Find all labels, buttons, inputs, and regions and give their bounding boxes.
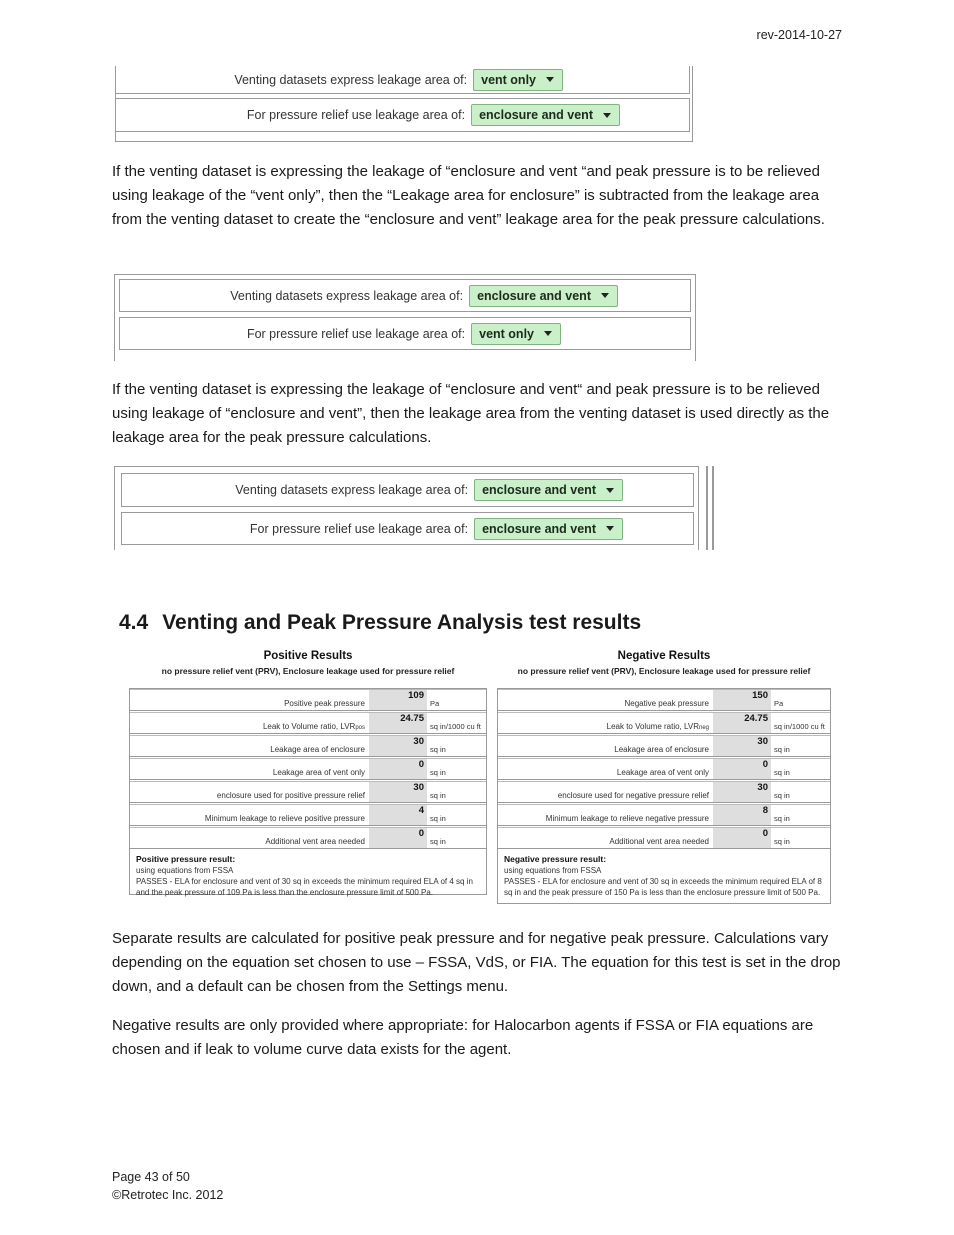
- result-label-text: Additional vent area needed: [265, 837, 365, 846]
- settings-screenshot-3: [114, 466, 718, 550]
- result-label-text: Leakage area of enclosure: [270, 745, 365, 754]
- settings-screenshot-2: [112, 274, 696, 361]
- result-label: [130, 759, 369, 779]
- chevron-down-icon: [606, 526, 614, 531]
- result-value: 8: [713, 805, 771, 825]
- result-row: [130, 712, 486, 734]
- result-value: 0: [713, 759, 771, 779]
- result-unit: sq in: [774, 745, 790, 754]
- result-label: [130, 782, 369, 802]
- result-value: 0: [369, 759, 427, 779]
- dropdown-value: enclosure and vent: [482, 521, 596, 536]
- chevron-down-icon: [606, 488, 614, 493]
- result-value: 30: [713, 782, 771, 802]
- venting-datasets-dropdown[interactable]: [474, 479, 623, 501]
- result-label: [130, 828, 369, 848]
- positive-note-title: Positive pressure result:: [136, 854, 236, 864]
- result-label-text: Leakage area of enclosure: [614, 745, 709, 754]
- copyright: ©Retrotec Inc. 2012: [112, 1188, 224, 1202]
- dropdown-value: vent only: [481, 72, 536, 87]
- result-label-text: Additional vent area needed: [609, 837, 709, 846]
- dropdown-value: enclosure and vent: [477, 288, 591, 303]
- result-label-text: enclosure used for negative pressure relief: [557, 791, 709, 800]
- result-label-subscript: pos: [355, 725, 365, 731]
- result-row: [130, 827, 486, 849]
- result-value: 109: [369, 690, 427, 710]
- result-unit: sq in: [430, 791, 446, 800]
- result-label: [130, 805, 369, 825]
- result-value: 150: [713, 690, 771, 710]
- venting-datasets-label: Venting datasets express leakage area of:: [235, 483, 469, 497]
- result-value: 30: [713, 736, 771, 756]
- pressure-relief-row: [119, 317, 691, 350]
- result-label: [498, 759, 713, 779]
- negative-note-line: PASSES - ELA for enclosure and vent of 30 sq in exceeds the minimum required ELA of 8 sq in and the peak pressure of 150 Pa is less than the enclosure pressure limit of 500 Pa.: [504, 877, 822, 897]
- paragraph-3: Separate results are calculated for positive peak pressure and for negative peak pressure. Calculations vary depending on the equation set chosen to use – FSSA, VdS, or FIA. The equation for this test is set in the drop down, and a default can be chosen from the Settings menu.: [112, 930, 841, 995]
- positive-results-panel: [129, 650, 487, 897]
- result-row: [498, 804, 830, 826]
- pressure-relief-dropdown[interactable]: [471, 323, 561, 345]
- section-number: 4.4: [119, 611, 149, 634]
- paragraph-2: If the venting dataset is expressing the leakage of “enclosure and vent“ and peak pressure is to be relieved using leakage of “enclosure and vent”, then the leakage area from the venting dataset is used directly as the leakage area for the peak pressure calculations.: [112, 381, 830, 446]
- page-number: Page 43 of 50: [112, 1170, 190, 1184]
- negative-results-panel: [497, 650, 831, 897]
- result-value: 30: [369, 736, 427, 756]
- venting-datasets-row: [121, 473, 694, 507]
- result-row: [498, 689, 830, 711]
- venting-datasets-row: [119, 279, 691, 312]
- result-row: [498, 781, 830, 803]
- pressure-relief-row: [121, 512, 694, 545]
- positive-result-note: [130, 850, 486, 904]
- chevron-down-icon: [544, 331, 552, 336]
- venting-datasets-label: Venting datasets express leakage area of:: [230, 288, 464, 303]
- result-row: [130, 804, 486, 826]
- positive-results-subtitle: no pressure relief vent (PRV), Enclosure leakage used for pressure relief: [161, 666, 455, 676]
- result-label-subscript: neg: [698, 725, 709, 731]
- result-row: [130, 735, 486, 757]
- venting-datasets-row: [115, 66, 690, 94]
- result-label: [498, 690, 713, 710]
- result-label-text: Negative peak pressure: [624, 699, 709, 708]
- page-footer: [112, 1168, 223, 1204]
- result-label: [498, 828, 713, 848]
- result-label-text: Leakage area of vent only: [616, 768, 709, 777]
- result-row: [498, 827, 830, 849]
- negative-result-note: [498, 850, 830, 904]
- negative-results-subtitle: no pressure relief vent (PRV), Enclosure leakage used for pressure relief: [517, 666, 811, 676]
- result-label: [498, 713, 713, 733]
- chevron-down-icon: [546, 77, 554, 82]
- result-label: [498, 782, 713, 802]
- result-unit: sq in: [430, 745, 446, 754]
- result-row: [498, 758, 830, 780]
- negative-results-title: Negative Results: [617, 650, 711, 662]
- result-row: [498, 735, 830, 757]
- result-unit: sq in: [774, 791, 790, 800]
- result-unit: sq in: [430, 768, 446, 777]
- result-row: [498, 712, 830, 734]
- dropdown-value: enclosure and vent: [482, 483, 596, 497]
- positive-results-title: Positive Results: [263, 650, 353, 662]
- dropdown-value: enclosure and vent: [479, 108, 593, 122]
- result-unit: sq in/1000 cu ft: [430, 722, 481, 731]
- chevron-down-icon: [601, 293, 609, 298]
- result-row: [130, 781, 486, 803]
- result-row: [130, 689, 486, 711]
- result-label-text: Leakage area of vent only: [272, 768, 365, 777]
- result-unit: Pa: [774, 699, 784, 708]
- result-unit: sq in: [430, 837, 446, 846]
- pressure-relief-label: For pressure relief use leakage area of:: [249, 521, 469, 536]
- result-label-text: Minimum leakage to relieve negative pressure: [545, 814, 709, 823]
- result-unit: sq in: [774, 837, 790, 846]
- result-value: 0: [713, 828, 771, 848]
- result-label: [130, 690, 369, 710]
- pressure-relief-dropdown[interactable]: [471, 104, 620, 126]
- result-label: [130, 736, 369, 756]
- result-label: [498, 736, 713, 756]
- paragraph-4: Negative results are only provided where appropriate: for Halocarbon agents if FSSA or FIA equations are chosen and if leak to volume curve data exists for the agent.: [112, 1017, 814, 1058]
- result-label: [130, 713, 369, 733]
- result-label-text: enclosure used for positive pressure relief: [216, 791, 365, 800]
- section-heading: [119, 611, 641, 635]
- paragraph-1: If the venting dataset is expressing the leakage of “enclosure and vent “and peak pressure is to be relieved using leakage of the “vent only”, then the “Leakage area for enclosure” is subtracted from the leakage area from the venting dataset to create the “enclosure and vent” leakage area for the peak pressure calculations.: [112, 163, 825, 228]
- result-unit: sq in: [774, 768, 790, 777]
- result-row: [130, 758, 486, 780]
- result-value: 0: [369, 828, 427, 848]
- pressure-relief-label: For pressure relief use leakage area of:: [246, 108, 466, 122]
- revision-label: rev-2014-10-27: [756, 28, 842, 42]
- result-label-text: Positive peak pressure: [284, 699, 365, 708]
- positive-note-line: using equations from FSSA: [136, 866, 234, 875]
- pressure-relief-dropdown[interactable]: [474, 518, 623, 540]
- pressure-relief-row: [115, 98, 690, 132]
- section-title: Venting and Peak Pressure Analysis test results: [162, 611, 642, 634]
- settings-screenshot-1: [112, 66, 694, 142]
- venting-datasets-label: Venting datasets express leakage area of:: [234, 72, 468, 87]
- result-value: 24.75: [713, 713, 771, 733]
- pressure-relief-label: For pressure relief use leakage area of:: [246, 326, 466, 341]
- result-label-text: Leak to Volume ratio, LVR: [262, 722, 356, 731]
- positive-note-line: PASSES - ELA for enclosure and vent of 30 sq in exceeds the minimum required ELA of 4 sq in and the peak pressure of 109 Pa is less than the enclosure pressure limit of 500 Pa.: [136, 877, 473, 897]
- result-unit: Pa: [430, 699, 440, 708]
- venting-datasets-dropdown[interactable]: [473, 69, 563, 91]
- negative-note-line: using equations from FSSA: [504, 866, 602, 875]
- result-value: 30: [369, 782, 427, 802]
- result-value: 4: [369, 805, 427, 825]
- result-unit: sq in: [430, 814, 446, 823]
- result-label: [498, 805, 713, 825]
- result-label-text: Minimum leakage to relieve positive pressure: [204, 814, 365, 823]
- result-value: 24.75: [369, 713, 427, 733]
- result-unit: sq in: [774, 814, 790, 823]
- result-label-text: Leak to Volume ratio, LVR: [606, 722, 699, 731]
- negative-results-table: [497, 688, 831, 904]
- dropdown-value: vent only: [479, 326, 534, 341]
- positive-results-table: [129, 688, 487, 895]
- result-unit: sq in/1000 cu ft: [774, 722, 825, 731]
- negative-note-title: Negative pressure result:: [504, 854, 607, 864]
- chevron-down-icon: [603, 113, 611, 118]
- venting-datasets-dropdown[interactable]: [469, 285, 618, 307]
